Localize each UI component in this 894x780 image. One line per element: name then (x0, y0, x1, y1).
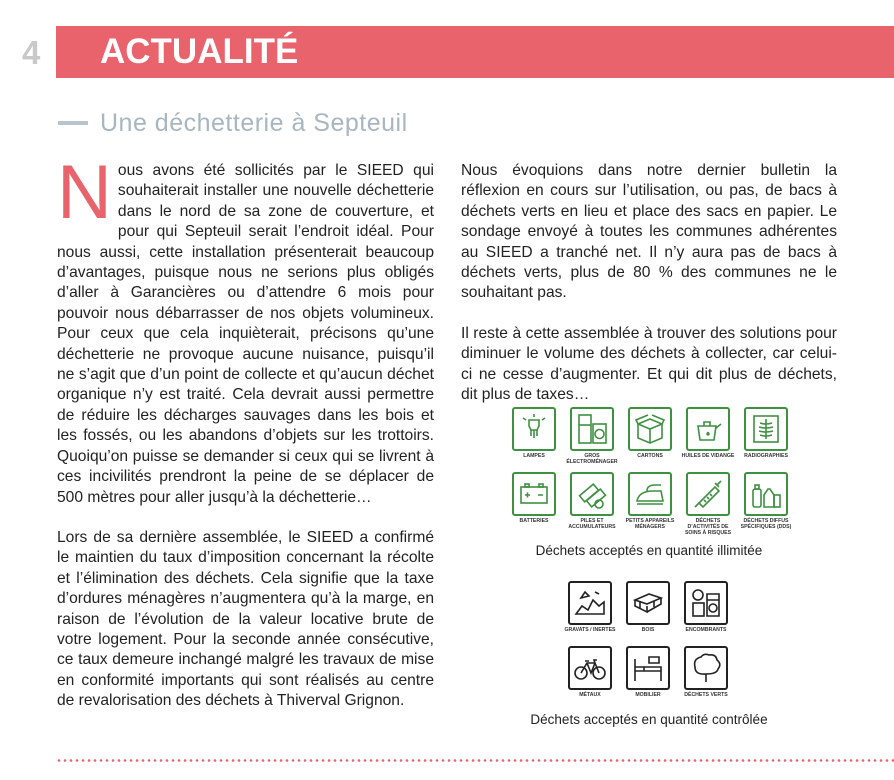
waste-item-label: RADIOGRAPHIES (744, 453, 788, 459)
controlled-caption: Déchets acceptés en quantité contrôlée (530, 712, 768, 727)
waste-item-label: MOBILIER (635, 692, 661, 698)
pallet-icon (626, 581, 670, 625)
waste-item (738, 472, 794, 531)
drop-cap: N (57, 150, 112, 235)
piles-icon (570, 472, 614, 516)
waste-item-label: DÉCHETS D’ACTIVITÉS DE SOINS À RISQUES (684, 518, 732, 536)
waste-item (620, 646, 676, 705)
waste-item (564, 407, 620, 466)
waste-item-label: ENCOMBRANTS (685, 627, 727, 633)
left-paragraph-1 (57, 150, 434, 508)
waste-item (562, 581, 618, 640)
oil-icon (686, 407, 730, 451)
lamp-icon (512, 407, 556, 451)
page-number: 4 (22, 34, 41, 71)
subtitle-dash (58, 121, 88, 125)
bed-icon (626, 646, 670, 690)
waste-item (562, 646, 618, 705)
article-title: Une déchetterie à Septeuil (100, 109, 408, 137)
dds-icon (744, 472, 788, 516)
waste-item (680, 407, 736, 466)
waste-item-label: GRAVATS / INERTES (564, 627, 616, 633)
bulky-icon (684, 581, 728, 625)
waste-item (622, 407, 678, 466)
rubble-icon (568, 581, 612, 625)
waste-item (678, 646, 734, 705)
section-title: ACTUALITÉ (100, 32, 299, 71)
left-paragraph-2: Lors de sa dernière assemblée, le SIEED a confirmé le maintien du taux d’imposition concernant la récolte et l’élimination des déchets. Cela signifie que la taxe d’ordures ménagères n’augmentera qu’à la marge, en raison de l’évolution de la valeur locative brute de votre logement. Pour la seconde année consécutive, ce taux demeure inchangé malgré les travaux de mise en conformité importants qui sont réalisés au centre de revalorisation des déchets à Thiverval Grignon. (57, 528, 434, 710)
tree-icon (684, 646, 728, 690)
waste-item-label: CARTONS (637, 453, 663, 459)
controlled-waste-grid (562, 581, 734, 705)
right-paragraph-2: Il reste à cette assemblée à trouver des solutions pour diminuer le volume des déchets à collecter, car celui-ci ne cesse d’augmenter. Et qui dit plus de déchets, dit plus de taxes… (461, 324, 837, 404)
waste-item (506, 407, 562, 466)
iron-icon (628, 472, 672, 516)
waste-item (678, 581, 734, 640)
appliance-icon (570, 407, 614, 451)
waste-item (620, 581, 676, 640)
waste-item-label: HUILES DE VIDANGE (681, 453, 735, 459)
left-column (57, 150, 434, 712)
unlimited-waste-grid (506, 407, 794, 536)
cardboard-icon (628, 407, 672, 451)
waste-item-label: MÉTAUX (579, 692, 601, 698)
section-banner (56, 26, 894, 78)
waste-item (738, 407, 794, 466)
waste-item (622, 472, 678, 531)
right-column (461, 161, 837, 405)
battery-icon (512, 472, 556, 516)
waste-item-label: GROS ÉLECTROMÉNAGER (566, 453, 618, 465)
bicycle-icon (568, 646, 612, 690)
xray-icon (744, 407, 788, 451)
waste-item-label: PILES ET ACCUMULATEURS (568, 518, 616, 530)
waste-item-label: PETITS APPAREILS MÉNAGERS (625, 518, 675, 530)
waste-item-label: BOIS (641, 627, 655, 633)
waste-item-label: DÉCHETS DIFFUS SPÉCIFIQUES (DDS) (740, 518, 792, 530)
right-paragraph-1: Nous évoquions dans notre dernier bulletin la réflexion en cours sur l’utilisation, ou pas, de bacs à déchets verts en lieu et place des sacs en papier. Le sondage envoyé à toutes les communes adhérentes au SIEED a tranché net. Il n’y aura pas de bacs à déchets verts, plus de 80 % des communes ne le souhaitant pas. (461, 162, 837, 302)
left-paragraph-1-text: ous avons été sollicités par le SIEED qui souhaiterait installer une nouvelle déchetterie dans le nord de sa zone de couverture, et pour qui Septeuil serait l’endroit idéal. Pour nous aussi, cette installation présenterait beaucoup d’avantages, puisque nous ne serions plus obligés d’aller à Garancières ou d’attendre 6 mois pour pouvoir nous débarrasser de nos objets volumineux. Pour ceux que cela inquièterait, précisons qu’une déchetterie ne provoque aucune nuisance, puisqu’il ne s’agit que d’un point de collecte et qu’aucun déchet organique n’y est traité. Cela devrait aussi permettre de réduire les décharges sauvages dans les bois et les fossés, ou les abandons d’objets sur les trottoirs. Quoiqu’on puisse se demander si ceux qui se livrent à ces incivilités prendront la peine de se déplacer de 500 mètres pour aller jusqu’à la déchetterie… (57, 162, 434, 506)
waste-item (506, 472, 562, 531)
waste-item-label: LAMPES (523, 453, 545, 459)
syringe-icon (686, 472, 730, 516)
dotted-divider (56, 759, 894, 762)
waste-item-label: DÉCHETS VERTS (684, 692, 728, 698)
waste-item (564, 472, 620, 531)
waste-item-label: BATTERIES (519, 518, 549, 524)
waste-item (680, 472, 736, 536)
unlimited-caption: Déchets acceptés en quantité illimitée (535, 543, 763, 558)
